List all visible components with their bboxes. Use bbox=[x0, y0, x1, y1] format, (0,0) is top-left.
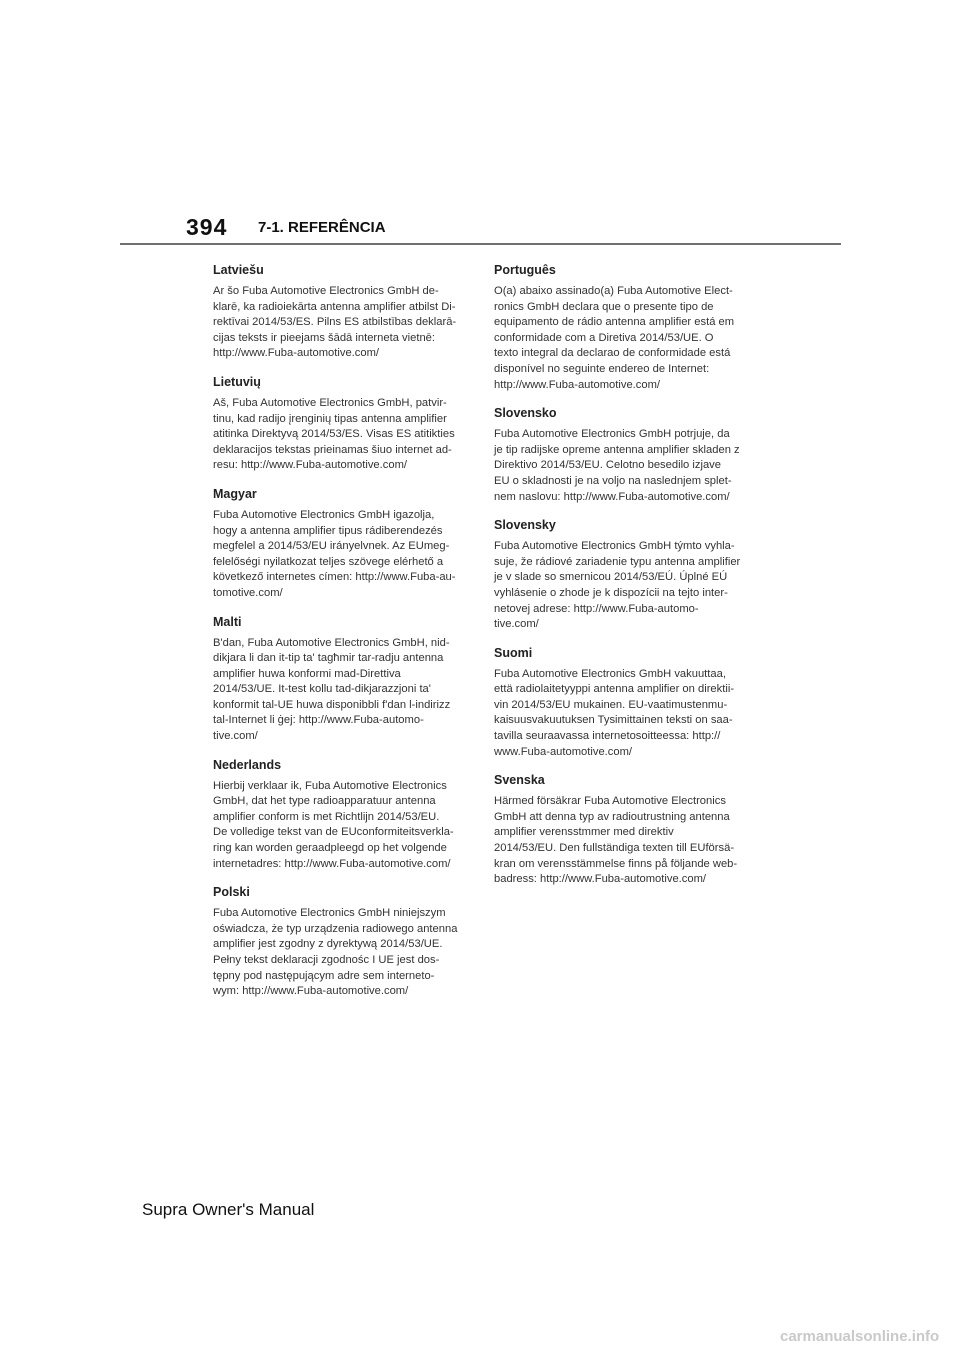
left-column bbox=[213, 262, 468, 1012]
language-heading: Latviešu bbox=[213, 263, 264, 277]
declaration-text: Härmed försäkrar Fuba Automotive Electronics GmbH att denna typ av radioutrustning antenna amplifier verensstmmer med direktiv 2014/53/EU. Den fullständiga texten till EUförsä- kran om verensstämmelse finns på följande web- badress: http://www.Fuba-automotive.com/ bbox=[494, 795, 738, 886]
declaration-hungarian bbox=[213, 486, 468, 602]
declaration-finnish bbox=[494, 645, 749, 761]
declaration-slovenian bbox=[494, 405, 749, 505]
right-column bbox=[494, 262, 749, 900]
declaration-text: Hierbij verklaar ik, Fuba Automotive Electronics GmbH, dat het type radioapparatuur antenna amplifier conform is met Richtlijn 2014/53/EU. De volledige tekst van de EUconformiteitsverkla- ring kan worden geraadpleegd op het volgende internetadres: http://www.Fuba-automotive.com/ bbox=[213, 779, 454, 870]
declaration-text: O(a) abaixo assinado(a) Fuba Automotive Elect- ronics GmbH declara que o presente tipo de equipamento de rádio antenna amplifier está em conformidade com a Diretiva 2014/53/UE. O texto integral da declarao de conformidade está disponível no seguinte endereo de Internet: http://www.Fuba-automotive.com/ bbox=[494, 285, 735, 391]
declaration-slovak bbox=[494, 517, 749, 633]
language-heading: Slovensko bbox=[494, 406, 557, 421]
header-divider bbox=[120, 243, 841, 245]
page-number: 394 bbox=[186, 214, 228, 240]
declaration-text: Ar šo Fuba Automotive Electronics GmbH de- klarē, ka radioiekārta antenna amplifier atbilst Di- rektīvai 2014/53/ES. Pilns ES atbilstības deklarā- cijas teksts ir pieejams šādā interneta vietnē: http://www.Fuba-automotive.com/ bbox=[213, 285, 457, 360]
manual-title: Supra Owner's Manual bbox=[142, 1200, 315, 1219]
language-heading: Polski bbox=[213, 885, 250, 900]
declaration-lithuanian bbox=[213, 374, 468, 474]
declaration-text: Aš, Fuba Automotive Electronics GmbH, patvir- tinu, kad radijo įrenginių tipas antenna amplifier atitinka Direktyvą 2014/53/ES. Visas ES atitikties deklaracijos tekstas prieinamas šiuo internet ad- resu: http://www.Fuba-automotive.com/ bbox=[213, 396, 455, 472]
language-heading: Magyar bbox=[213, 486, 257, 501]
declaration-portuguese bbox=[494, 262, 749, 393]
declaration-swedish bbox=[494, 772, 749, 888]
declaration-text: Fuba Automotive Electronics GmbH vakuuttaa, että radiolaitetyyppi antenna amplifier on direktii- vin 2014/53/EU mukainen. EU-vaatimustenmu- kaisuusvakuutuksen Tysimittainen teksti on saa- tavilla seuraavassa internetosoitteessa: http:// www.Fuba-automotive.com/ bbox=[494, 667, 735, 758]
language-heading: Svenska bbox=[494, 773, 545, 788]
declaration-dutch bbox=[213, 757, 468, 873]
declaration-text: Fuba Automotive Electronics GmbH niniejszym oświadcza, że typ urządzenia radiowego antenna amplifier jest zgodny z dyrektywą 2014/53/UE. Pełny tekst deklaracji zgodnośc I UE jest dos- tępny pod następującym adre sem interneto- wym: http://www.Fuba-automotive.com/ bbox=[213, 907, 458, 998]
declaration-text: Fuba Automotive Electronics GmbH potrjuje, da je tip radijske opreme antenna amplifier skladen z Direktivo 2014/53/EU. Celotno besedilo izjave EU o skladnosti je na voljo na naslednjem splet- nem naslovu: http://www.Fuba-automotive.com/ bbox=[494, 428, 740, 503]
declaration-text: Fuba Automotive Electronics GmbH igazolja, hogy a antenna amplifier tipus rádiberendezés megfelel a 2014/53/EU irányelvnek. Az EUmeg- felelőségi nyilatkozat teljes szövege elérhető a következő internetes címen: http://www.Fuba-au- tomotive.com/ bbox=[213, 508, 456, 599]
language-heading: Lietuvių bbox=[213, 374, 261, 389]
declaration-text: Fuba Automotive Electronics GmbH týmto vyhla- suje, že rádiové zariadenie typu antenna amplifier je v slade so smernicou 2014/53/EÚ. Úplné EÚ vyhlásenie o zhode je k dispozícii na tejto inter- netovej adrese: http://www.Fuba-automo- tive.com/ bbox=[494, 540, 741, 631]
language-heading: Suomi bbox=[494, 645, 533, 660]
declaration-text: B'dan, Fuba Automotive Electronics GmbH, nid- dikjara li dan it-tip ta' tagħmir tar-radju antenna amplifier huwa konformi mad-Direttiva 2014/53/UE. It-test kollu tad-dikjarazzjoni ta' konformit tal-UE huwa disponibbli f'dan l-indirizz tal-Internet li ġej: http://www.Fuba-automo- tive.com/ bbox=[213, 636, 451, 743]
declaration-maltese bbox=[213, 614, 468, 745]
declaration-polish bbox=[213, 884, 468, 1000]
declaration-latvian bbox=[213, 262, 468, 362]
language-heading: Nederlands bbox=[213, 757, 282, 772]
watermark: carmanualsonline.info bbox=[780, 1328, 940, 1345]
language-heading: Português bbox=[494, 263, 556, 277]
section-title: 7-1. REFERÊNCIA bbox=[258, 219, 386, 236]
language-heading: Malti bbox=[213, 614, 242, 629]
language-heading: Slovensky bbox=[494, 518, 556, 533]
